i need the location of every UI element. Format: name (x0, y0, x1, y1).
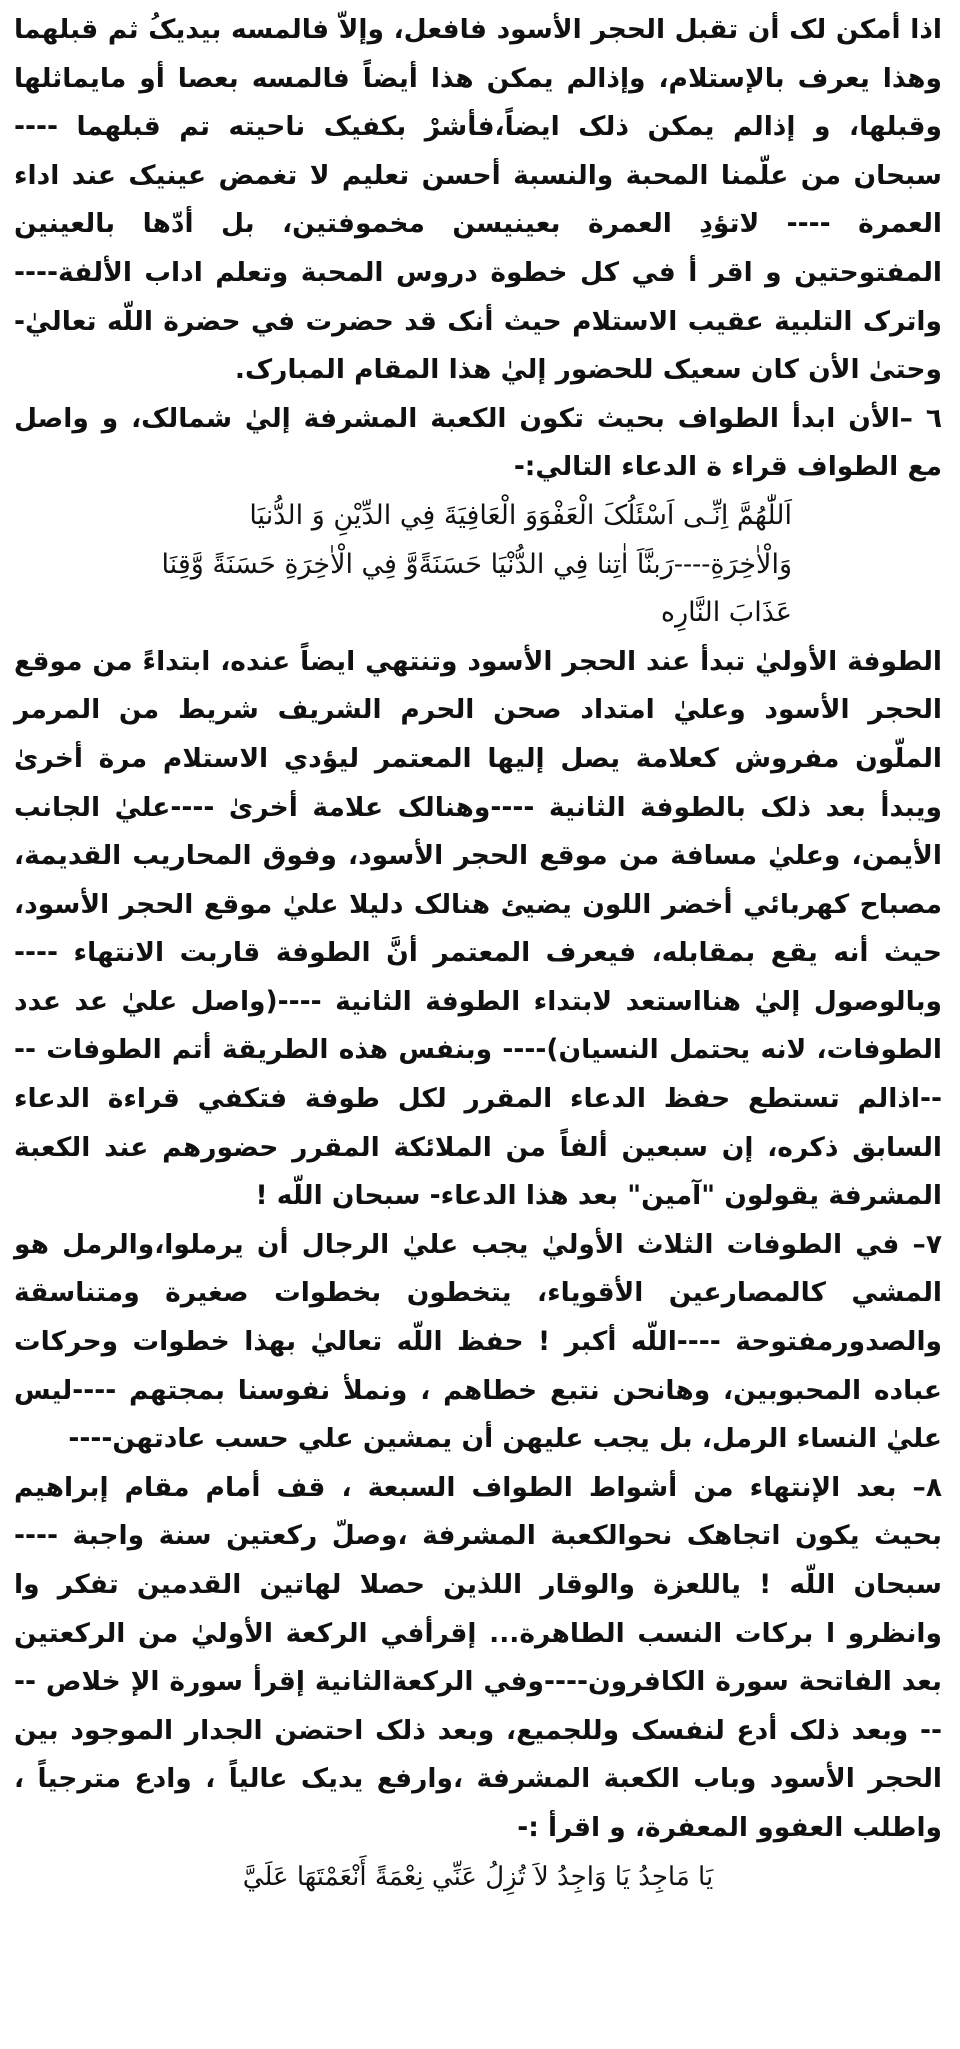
supplication-tawaf (14, 492, 942, 638)
paragraph-step-6-body: الطوفة الأوليٰ تبدأ عند الحجر الأسود وتنتهي ايضاً عنده، ابتداءً من موقع الحجر الأسود وعليٰ امتداد صحن الحرم الشريف شريط من المرمر الملّون مفروش کعلامة يصل إليها المعتمر ليؤدي الاستلام مرة أخریٰ ويبدأ بعد ذلک بالطوفة الثانية ----وهنالک علامة أخریٰ ----عليٰ الجانب الأيمن، وعليٰ مسافة من موقع الحجر الأسود، وفوق المحاريب القديمة، مصباح کهربائي أخضر اللون يضيئ هنالک دليلا عليٰ موقع الحجر الأسود، حيث أنه يقع بمقابله، فيعرف المعتمر أنَّ الطوفة قاربت الانتهاء ---- وبالوصول إليٰ هنااستعد لابتداء الطوفة الثانية ----(واصل عليٰ عد عدد الطوفات، لانه يحتمل النسيان)---- وبنفس هذه الطريقة أتم الطوفات ----اذالم تستطع حفظ الدعاء المقرر لکل طوفة فتکفي قراءة الدعاء السابق ذکره، إن سبعين ألفاً من الملائکة المقرر حضورهم عند الکعبة المشرفة يقولون "آمين" بعد هذا الدعاء- سبحان اللّه ! (14, 645, 942, 1212)
paragraph-step-8: ٨– بعد الإنتهاء من أشواط الطواف السبعة ، قف أمام مقام إبراهيم بحيث يکون اتجاهک نحوالکعبة المشرفة ،وصلّ رکعتين سنة واجبة ---- سبحان اللّه ! ياللعزة والوقار اللذين حصلا لهاتين القدمين تفکر وا وانظرو ا برکات النسب الطاهرة... إقرأفي الرکعة الأوليٰ من الرکعتين بعد الفاتحة سورة الکافرون----وفي الرکعةالثانية إقرأ سورة الإ خلاص ---- وبعد ذلک أدع لنفسک وللجميع، وبعد ذلک احتضن الجدار الموجود بين الحجر الأسود وباب الکعبة المشرفة ،وارفع يديک عالياً ، وادع مترجياً ، واطلب العفوو المعفرة، و اقرأ :- (14, 1471, 942, 1843)
supplication-line: اَللّٰهُمَّ اِنِّـى اَسْئَلُکَ الْعَفْوَوَ الْعَافِيَةَ فِي الدِّيْنِ وَ الدُّنيَا (249, 499, 792, 531)
paragraph-step-7: ٧– في الطوفات الثلاث الأوليٰ يجب عليٰ الرجال أن يرملوا،والرمل هو المشي کالمصارعين الأقوياء، يتخطون بخطوات صغيرة ومتناسقة والصدورمفتوحة ----اللّه أکبر ! حفظ اللّه تعاليٰ بهذا خطوات وحرکات عباده المحبوبين، وهانحن نتبع خطاهم ، ونملأ نفوسنا بمجتهم ----ليس عليٰ النساء الرمل، بل يجب عليهن أن يمشين علي حسب عادتهن---- (14, 1228, 942, 1455)
supplication-line: وَالْاٰخِرَةِ----رَبنَّاَ اٰتِنا فِي الدُّنْيَا حَسَنَةًوَّ فِي الْاٰخِرَةِ حَسَنَةً وَّقِنَا (161, 548, 792, 580)
paragraph-istilam: اذا أمكن لک أن تقبل الحجر الأسود فافعل، وإلاّ فالمسه بيديکُ ثم قبلهما وهذا يعرف بالإستلام، وإذالم يمکن هذا أيضاً فالمسه بعصا أو مايماثلها وقبلها، و إذالم يمکن ذلک ايضاً،فأشرْ بکفيک ناحيته تم قبلهما ---- سبحان من علّمنا المحبة والنسبة أحسن تعليم لا تغمض عينيک عند اداء العمرة ---- لاتؤدِ العمرة بعينيسن مخموفتين، بل أدّها بالعينين المفتوحتين و اقر أ في کل خطوة دروس المحبة وتعلم اداب الألفة---- واترک التلبية عقيب الاستلام حيث أنک قد حضرت في حضرة اللّه تعاليٰ- وحتیٰ الأن کان سعيک للحضور إليٰ هذا المقام المبارک. (14, 14, 942, 386)
supplication-closing: يَا مَاجِدُ يَا وَاجِدُ لاَ تُزِلُ عَنِّي نِعْمَةً أَنْعَمْتَهَا عَلَيَّ (242, 1861, 714, 1892)
paragraph-step-6-intro: ٦ –الأن ابدأ الطواف بحيث تکون الکعبة المشرفة إليٰ شمالک، و واصل مع الطواف قراء ة الدعاء التالي:- (14, 402, 942, 483)
supplication-line: عَذَابَ النَّارِه (660, 597, 792, 629)
